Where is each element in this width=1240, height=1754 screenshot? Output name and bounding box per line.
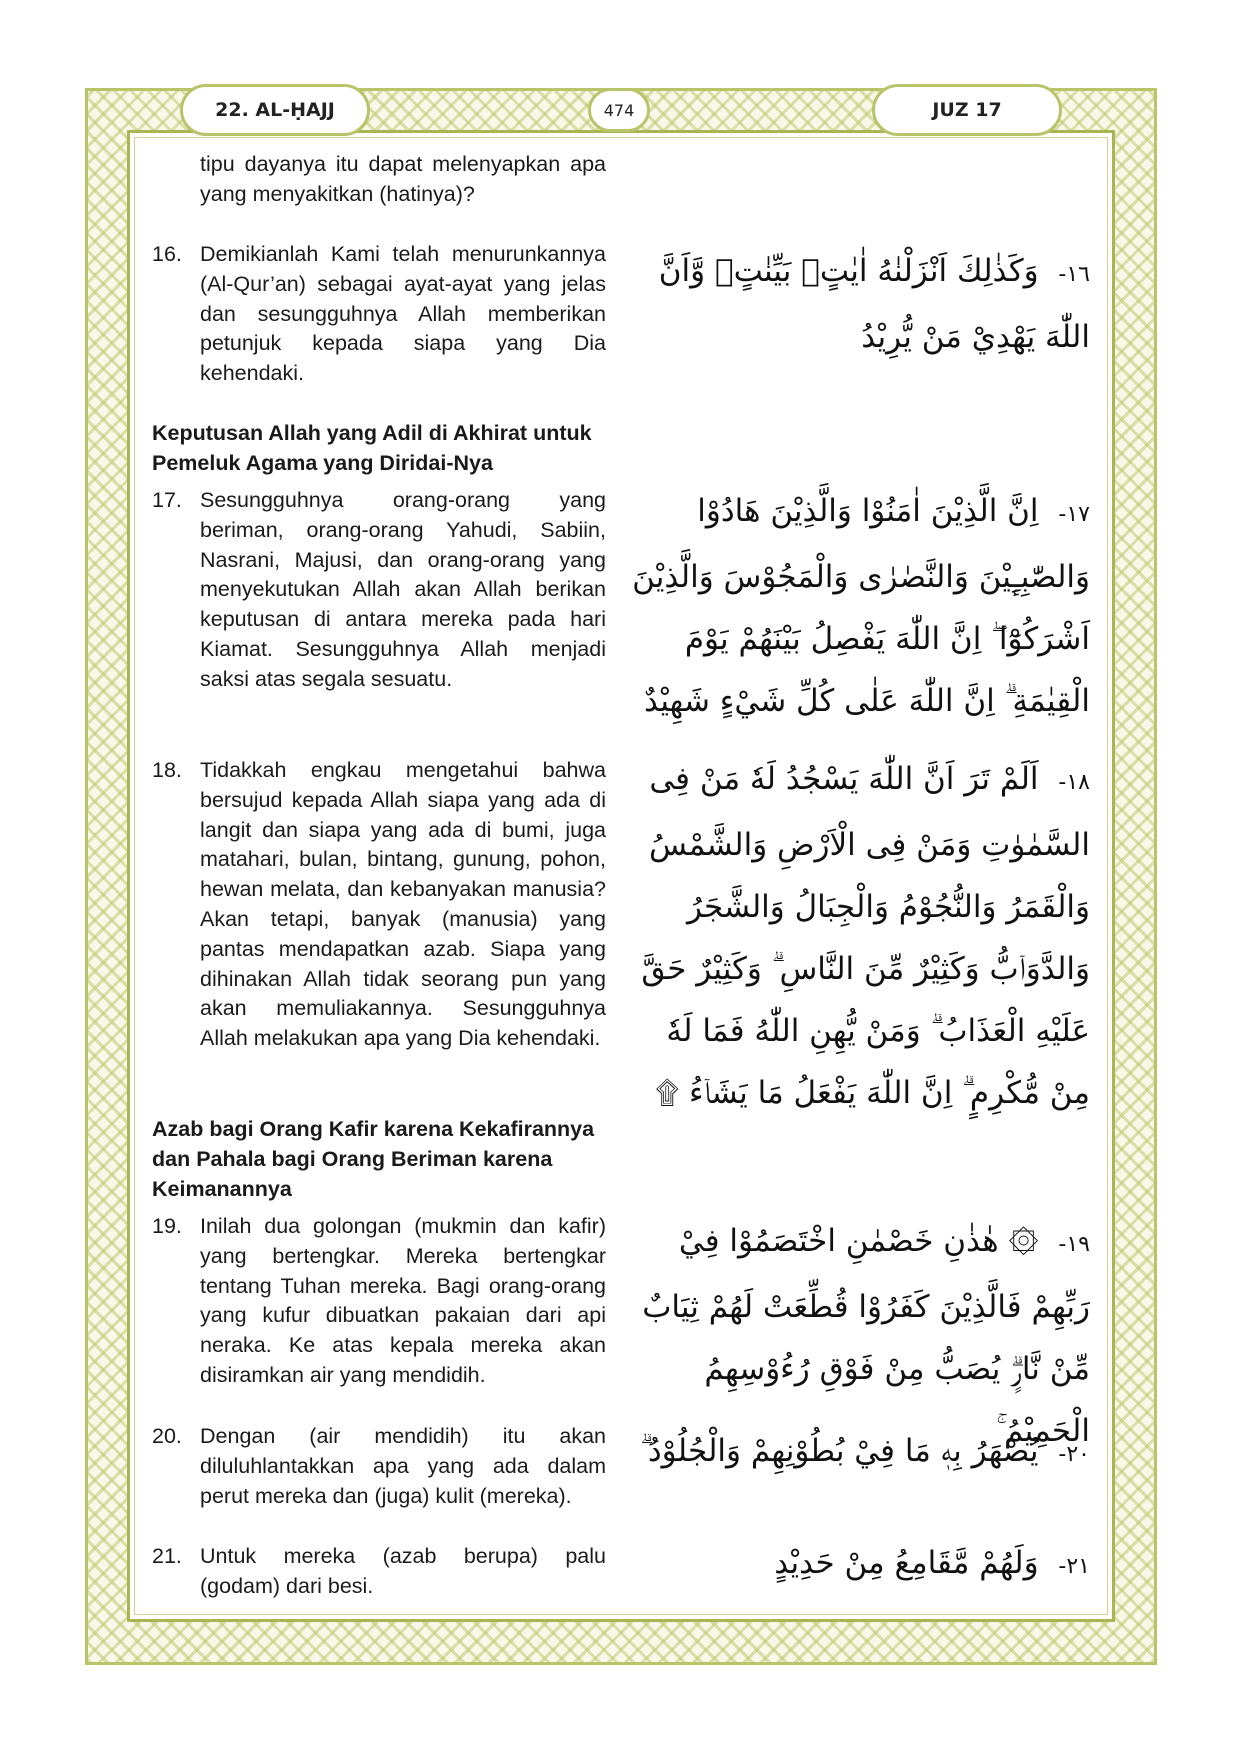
verse-text: Untuk mereka (azab berupa) palu (godam) dari besi.: [200, 1544, 606, 1598]
verse-text: Demikianlah Kami telah menurunkannya (Al-Qur’an) sebagai ayat-ayat yang jelas dan sesungguhnya Allah memberikan petunjuk kepada siapa yang Dia kehendaki.: [200, 242, 606, 386]
arabic-text: يُصْهَرُ بِهٖ مَا فِيْ بُطُوْنِهِمْ وَالْجُلُوْدُ ۗ: [640, 1433, 1039, 1469]
section-heading: Azab bagi Orang Kafir karena Kekafirannya dan Pahala bagi Orang Beriman karena Keimanannya: [152, 1117, 595, 1201]
arabic-verse-number: ٢١-: [1058, 1554, 1090, 1579]
verse-translation-19: [152, 1212, 606, 1391]
verse-arabic-18: [620, 748, 1090, 1124]
verse-number: 17.: [152, 488, 182, 512]
verse-number: 16.: [152, 242, 182, 266]
verse-text: Tidakkah engkau mengetahui bahwa bersujud kepada Allah siapa yang ada di langit dan siapa yang ada di bumi, juga matahari, bulan, bintang, gunung, pohon, hewan melata, dan kebanyakan manusia? Akan tetapi, banyak (manusia) yang pantas mendapatkan azab. Siapa yang dihinakan Allah tidak seorang pun yang akan memuliakannya. Sesungguhnya Allah melakukan apa yang Dia kehendaki.: [200, 758, 606, 1051]
verse-translation-20: [152, 1422, 606, 1511]
verse-arabic-17: [620, 480, 1090, 732]
verse-translation-16: [152, 240, 606, 389]
juz-label: JUZ 17: [932, 99, 1002, 121]
arabic-verse-number: ١٩-: [1058, 1232, 1090, 1257]
verse-text: Dengan (air mendidih) itu akan diluluhlantakkan apa yang ada dalam perut mereka dan (juga) kulit (mereka).: [200, 1424, 606, 1508]
arabic-text: ۞ هٰذٰنِ خَصْمٰنِ اخْتَصَمُوْا فِيْ رَبِّهِمْ فَالَّذِيْنَ كَفَرُوْا قُطِّعَتْ لَهُمْ ثِيَابٌ مِّنْ نَّارٍۗ يُصَبُّ مِنْ فَوْقِ رُءُوْسِهِمُ الْحَمِيْمُ ۚ: [642, 1223, 1090, 1449]
carryover-block: [152, 150, 606, 210]
verse-number: 21.: [152, 1544, 182, 1568]
verse-number: 19.: [152, 1214, 182, 1238]
page-number: 474: [603, 100, 635, 120]
arabic-text: اِنَّ الَّذِيْنَ اٰمَنُوْا وَالَّذِيْنَ هَادُوْا وَالصّٰبِـِٕيْنَ وَالنَّصٰرٰى وَالْمَجُوْسَ وَالَّذِيْنَ اَشْرَكُوْٓا ۖ اِنَّ اللّٰهَ يَفْصِلُ بَيْنَهُمْ يَوْمَ الْقِيٰمَةِ ۗ اِنَّ اللّٰهَ عَلٰى كُلِّ شَيْءٍ شَهِيْدٌ: [632, 493, 1090, 719]
arabic-text: وَكَذٰلِكَ اَنْزَلْنٰهُ اٰيٰتٍۢ بَيِّنٰتٍۙ وَّاَنَّ اللّٰهَ يَهْدِيْ مَنْ يُّرِيْدُ: [658, 253, 1090, 355]
verse-text: Inilah dua golongan (mukmin dan kafir) yang bertengkar. Mereka bertengkar tentang Tuhan mereka. Bagi orang-orang yang kufur dibuatkan pakaian dari api neraka. Ke atas kepala mereka akan disiramkan air yang mendidih.: [200, 1214, 606, 1387]
verse-number: 20.: [152, 1424, 182, 1448]
arabic-text: اَلَمْ تَرَ اَنَّ اللّٰهَ يَسْجُدُ لَهٗ مَنْ فِى السَّمٰوٰتِ وَمَنْ فِى الْاَرْضِ وَالشَّمْسُ وَالْقَمَرُ وَالنُّجُوْمُ وَالْجِبَالُ وَالشَّجَرُ وَالدَّوَاۤبُّ وَكَثِيْرٌ مِّنَ النَّاسِ ۗ وَكَثِيْرٌ حَقَّ عَلَيْهِ الْعَذَابُ ۗ وَمَنْ يُّهِنِ اللّٰهُ فَمَا لَهٗ مِنْ مُّكْرِمٍ ۗ اِنَّ اللّٰهَ يَفْعَلُ مَا يَشَاۤءُ ۩: [641, 761, 1090, 1111]
page-number-badge: [588, 88, 650, 132]
verse-text: Sesungguhnya orang-orang yang beriman, orang-orang Yahudi, Sabiin, Nasrani, Majusi, dan orang-orang yang menyekutukan Allah akan Allah berikan keputusan di antara mereka pada hari Kiamat. Sesungguhnya Allah menjadi saksi atas segala sesuatu.: [200, 488, 606, 691]
verse-translation-21: [152, 1542, 606, 1602]
arabic-verse-number: ١٨-: [1058, 770, 1090, 795]
verse-number: 18.: [152, 758, 182, 782]
verse-translation-18: [152, 756, 606, 1054]
carryover-text: tipu dayanya itu dapat melenyapkan apa yang menyakitkan (hatinya)?: [200, 152, 606, 206]
section-heading: Keputusan Allah yang Adil di Akhirat untuk Pemeluk Agama yang Diridai-Nya: [152, 421, 592, 475]
verse-arabic-21: [620, 1532, 1090, 1598]
juz-badge: [872, 84, 1062, 136]
arabic-verse-number: ١٦-: [1058, 262, 1090, 287]
verse-arabic-16: [620, 240, 1090, 368]
arabic-verse-number: ١٧-: [1058, 502, 1090, 527]
arabic-verse-number: ٢٠-: [1058, 1442, 1090, 1467]
verse-translation-17: [152, 486, 606, 695]
surah-title-badge: [180, 84, 370, 136]
verse-arabic-20: [620, 1420, 1090, 1486]
surah-title: 22. AL-ḤAJJ: [215, 99, 335, 121]
arabic-text: وَلَهُمْ مَّقَامِعُ مِنْ حَدِيْدٍ: [774, 1545, 1039, 1581]
